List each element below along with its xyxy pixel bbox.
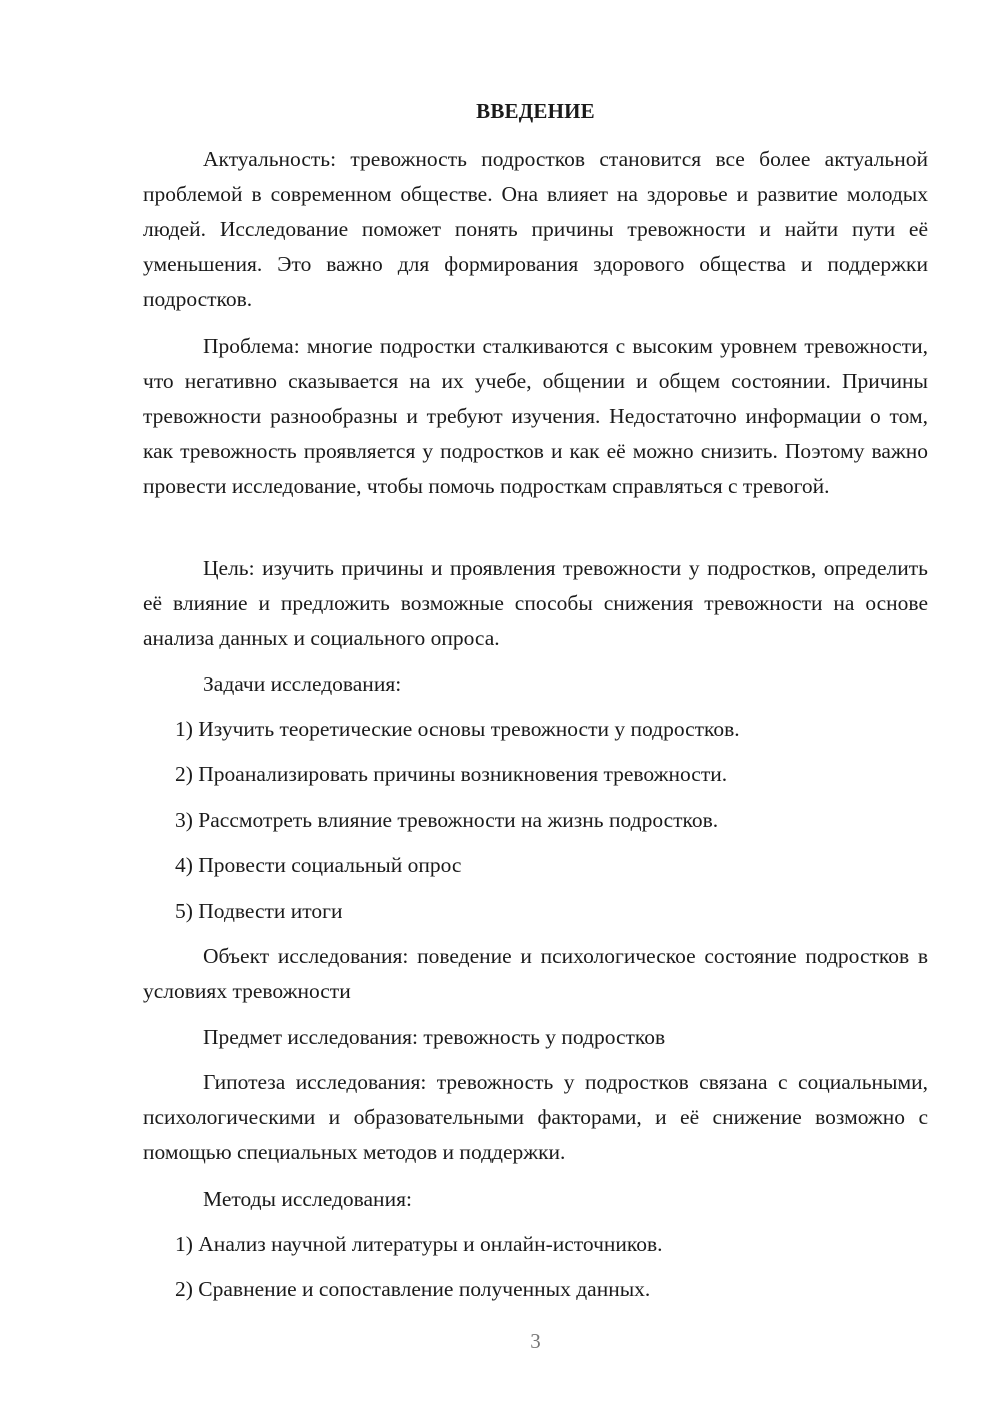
goal-paragraph: Цель: изучить причины и проявления тревожности у подростков, определить её влияние и предложить возможные способы снижения тревожности на основе анализа данных и социального опроса.: [143, 556, 928, 650]
object-paragraph: Объект исследования: поведение и психологическое состояние подростков в условиях тревожности: [143, 944, 928, 1003]
page-title: ВВЕДЕНИЕ: [476, 99, 595, 123]
hypothesis-paragraph: Гипотеза исследования: тревожность у подростков связана с социальными, психологическими и образовательными факторами, и её снижение возможно с помощью специальных методов и поддержки.: [143, 1070, 928, 1164]
page-number: 3: [530, 1329, 541, 1353]
method-item-1: 1) Анализ научной литературы и онлайн-источников.: [175, 1232, 663, 1256]
tasks-heading: Задачи исследования:: [203, 672, 402, 696]
subject-paragraph: Предмет исследования: тревожность у подростков: [203, 1025, 666, 1049]
task-item-4: 4) Провести социальный опрос: [175, 853, 462, 877]
methods-heading: Методы исследования:: [203, 1187, 412, 1211]
problem-paragraph: Проблема: многие подростки сталкиваются с высоким уровнем тревожности, что негативно сказывается на их учебе, общении и общем состоянии. Причины тревожности разнообразны и требуют изучения. Недостаточно информации о том, как тревожность проявляется у подростков и как её можно снизить. Поэтому важно провести исследование, чтобы помочь подросткам справляться с тревогой.: [143, 334, 928, 498]
task-item-5: 5) Подвести итоги: [175, 899, 343, 923]
method-item-2: 2) Сравнение и сопоставление полученных данных.: [175, 1277, 651, 1301]
task-item-2: 2) Проанализировать причины возникновения тревожности.: [175, 762, 728, 786]
document-page: [143, 0, 928, 1414]
task-item-1: 1) Изучить теоретические основы тревожности у подростков.: [175, 717, 740, 741]
relevance-paragraph: Актуальность: тревожность подростков становится все более актуальной проблемой в современном обществе. Она влияет на здоровье и развитие молодых людей. Исследование поможет понять причины тревожности и найти пути её уменьшения. Это важно для формирования здорового общества и поддержки подростков.: [143, 147, 928, 311]
task-item-3: 3) Рассмотреть влияние тревожности на жизнь подростков.: [175, 808, 719, 832]
